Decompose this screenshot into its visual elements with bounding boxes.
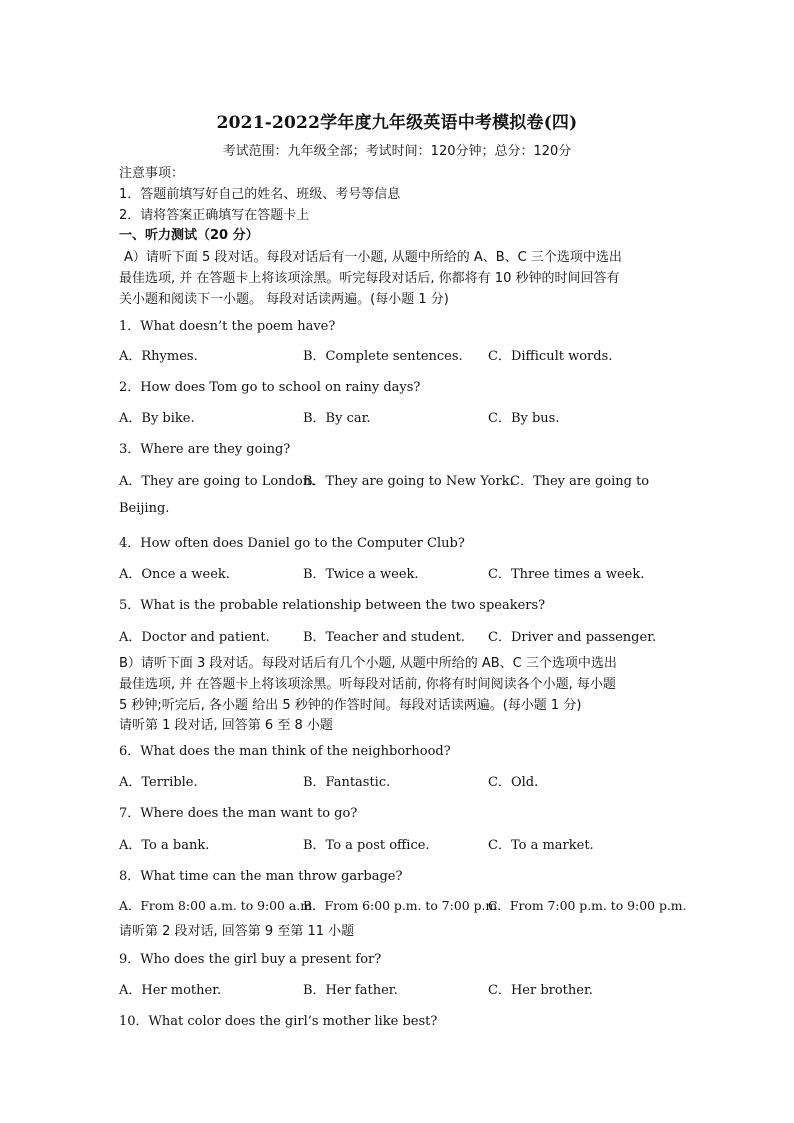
q8-option-b: B．From 6:00 p.m. to 7:00 p.m. xyxy=(303,898,502,913)
q8-option-a: A．From 8:00 a.m. to 9:00 a.m. xyxy=(119,898,316,913)
question-7: 7．Where does the man want to go? xyxy=(119,806,358,821)
q2-option-c: C．By bus. xyxy=(488,411,560,426)
q4-option-a: A．Once a week. xyxy=(119,567,230,582)
note-item-1: 1．答题前填写好自己的姓名、班级、考号等信息 xyxy=(119,187,401,202)
q7-option-c: C．To a market. xyxy=(488,838,594,853)
q9-option-a: A．Her mother. xyxy=(119,983,222,998)
q5-option-c: C．Driver and passenger. xyxy=(488,630,657,645)
dialog-1-instruction: 请听第 1 段对话, 回答第 6 至 8 小题 xyxy=(119,718,333,733)
q6-option-a: A．Terrible. xyxy=(119,775,198,790)
question-1: 1．What doesn’t the poem have? xyxy=(119,319,336,334)
question-3: 3．Where are they going? xyxy=(119,442,291,457)
q4-option-c: C．Three times a week. xyxy=(488,567,645,582)
q3-option-c: C．They are going to xyxy=(510,474,650,489)
question-8: 8．What time can the man throw garbage? xyxy=(119,869,403,884)
partA-line-1: A）请听下面 5 段对话。每段对话后有一小题, 从题中所给的 A、B、C 三个选项中选出 xyxy=(124,250,622,265)
q5-option-b: B．Teacher and student. xyxy=(303,630,465,645)
q7-option-b: B．To a post office. xyxy=(303,838,430,853)
q4-option-b: B．Twice a week. xyxy=(303,567,419,582)
partA-line-2: 最佳选项, 并 在答题卡上将该项涂黑。听完每段对话后, 你都将有 10 秒钟的时间回答有 xyxy=(119,271,620,286)
q3-option-b: B．They are going to New York. xyxy=(303,474,514,489)
q6-option-b: B．Fantastic. xyxy=(303,775,391,790)
q3-option-c-continued: Beijing. xyxy=(119,501,170,516)
q9-option-b: B．Her father. xyxy=(303,983,398,998)
notes-heading: 注意事项： xyxy=(119,166,185,181)
partB-line-3: 5 秒钟;听完后, 各小题 给出 5 秒钟的作答时间。每段对话读两遍。(每小题 1 分) xyxy=(119,698,582,713)
partA-line-3: 关小题和阅读下一小题。 每段对话读两遍。(每小题 1 分) xyxy=(119,292,449,307)
section1-heading: 一、听力测试（20 分） xyxy=(119,228,259,243)
note-item-2: 2．请将答案正确填写在答题卡上 xyxy=(119,208,310,223)
partB-line-1: B）请听下面 3 段对话。每段对话后有几个小题, 从题中所给的 AB、C 三个选项中选出 xyxy=(119,656,617,671)
q3-option-a: A．They are going to London. xyxy=(119,474,316,489)
q5-option-a: A．Doctor and patient. xyxy=(119,630,270,645)
question-10: 10．What color does the girl’s mother like best? xyxy=(119,1014,438,1029)
q1-option-c: C．Difficult words. xyxy=(488,349,613,364)
exam-subtitle: 考试范围：九年级全部；考试时间：120分钟；总分：120分 xyxy=(222,144,572,159)
partB-line-2: 最佳选项, 并 在答题卡上将该项涂黑。听每段对话前, 你将有时间阅读各个小题, 每小题 xyxy=(119,677,616,692)
question-6: 6．What does the man think of the neighborhood? xyxy=(119,744,451,759)
q2-option-b: B．By car. xyxy=(303,411,371,426)
q7-option-a: A．To a bank. xyxy=(119,838,210,853)
q1-option-b: B．Complete sentences. xyxy=(303,349,463,364)
q9-option-c: C．Her brother. xyxy=(488,983,593,998)
dialog-2-instruction: 请听第 2 段对话, 回答第 9 至第 11 小题 xyxy=(119,924,355,939)
q1-option-a: A．Rhymes. xyxy=(119,349,198,364)
question-9: 9．Who does the girl buy a present for? xyxy=(119,952,382,967)
q2-option-a: A．By bike. xyxy=(119,411,195,426)
question-4: 4．How often does Daniel go to the Computer Club? xyxy=(119,536,465,551)
q8-option-c: C．From 7:00 p.m. to 9:00 p.m. xyxy=(488,898,687,913)
q6-option-c: C．Old. xyxy=(488,775,539,790)
question-5: 5．What is the probable relationship between the two speakers? xyxy=(119,598,546,613)
exam-title: 2021-2022学年度九年级英语中考模拟卷(四) xyxy=(216,113,578,133)
question-2: 2．How does Tom go to school on rainy days? xyxy=(119,380,421,395)
